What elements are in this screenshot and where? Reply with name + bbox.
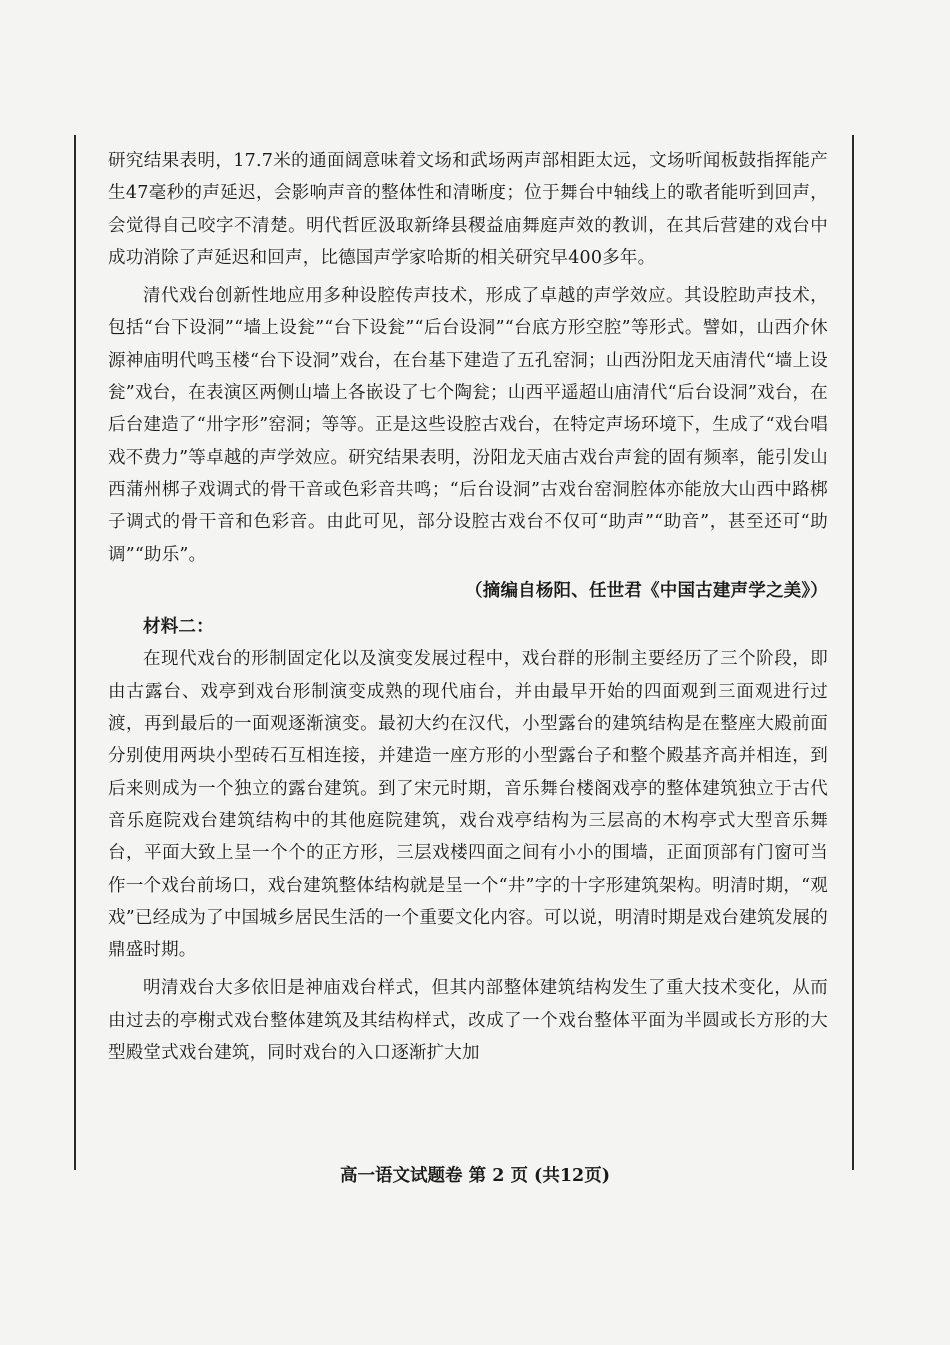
left-margin-rule — [74, 135, 76, 1170]
page-footer: 高一语文试题卷 第 2 页 (共12页) — [340, 1166, 610, 1186]
paragraph-research-results: 研究结果表明，17.7米的通面阔意味着文场和武场两声部相距太远，文场听闻板鼓指挥能产生47毫秒的声延迟，会影响声音的整体性和清晰度；位于舞台中轴线上的歌者能听到回声，会觉得自己咬字不清楚。明代哲匠汲取新绛县稷益庙舞庭声效的教训，在其后营建的戏台中成功消除了声延迟和回声，比德国声学家哈斯的相关研究早400多年。 — [108, 151, 828, 268]
paragraph-stage-evolution: 在现代戏台的形制固定化以及演变发展过程中，戏台群的形制主要经历了三个阶段，即由古露台、戏亭到戏台形制演变成熟的现代庙台，并由最早开始的四面观到三面观进行过渡，再到最后的一面观逐渐演变。最初大约在汉代，小型露台的建筑结构是在整座大殿前面分别使用两块小型砖石互相连接，并建造一座方形的小型露台子和整个殿基齐高并相连，到后来则成为一个独立的露台建筑。到了宋元时期，音乐舞台楼阁戏亭的整体建筑独立于古代音乐庭院戏台建筑结构中的其他庭院建筑，戏台戏亭结构为三层高的木构亭式大型音乐舞台，平面大致上呈一个个的正方形，三层戏楼四面之间有小小的围墙，正面顶部有门窗可当作一个戏台前场口，戏台建筑整体结构就是呈一个“井”字的十字形建筑架构。明清时期，“观戏”已经成为了中国城乡居民生活的一个重要文化内容。可以说，明清时期是戏台建筑发展的鼎盛时期。 — [108, 649, 828, 961]
paragraph-qing-stage: 清代戏台创新性地应用多种设腔传声技术，形成了卓越的声学效应。其设腔助声技术，包括“台下设洞”“墙上设瓮”“台下设瓮”“后台设洞”“台底方形空腔”等形式。譬如，山西介休源神庙明代鸣玉楼“台下设洞”戏台，在台基下建造了五孔窑洞；山西汾阳龙天庙清代“墙上设瓮”戏台，在表演区两侧山墙上各嵌设了七个陶瓮；山西平遥超山庙清代“后台设洞”戏台，在后台建造了“卅字形”窑洞；等等。正是这些设腔古戏台，在特定声场环境下，生成了“戏台唱戏不费力”等卓越的声学效应。研究结果表明，汾阳龙天庙古戏台声瓮的固有频率，能引发山西蒲州梆子戏调式的骨干音或色彩音共鸣；“后台设洞”古戏台窑洞腔体亦能放大山西中路梆子调式的骨干音和色彩音。由此可见，部分设腔古戏台不仅可“助声”“助音”，甚至还可“助调”“助乐”。 — [108, 286, 828, 565]
right-margin-rule — [852, 135, 854, 1170]
exam-text-body — [108, 145, 828, 1069]
material-two-heading: 材料二： — [143, 617, 214, 638]
paragraph-ming-qing-stage: 明清戏台大多依旧是神庙戏台样式，但其内部整体建筑结构发生了重大技术变化，从而由过去的亭榭式戏台整体建筑及其结构样式，改成了一个戏台整体平面为半圆或长方形的大型殿堂式戏台建筑，同时戏台的入口逐渐扩大加 — [108, 978, 828, 1064]
source-citation: （摘编自杨阳、任世君《中国古建声学之美》） — [465, 580, 828, 601]
